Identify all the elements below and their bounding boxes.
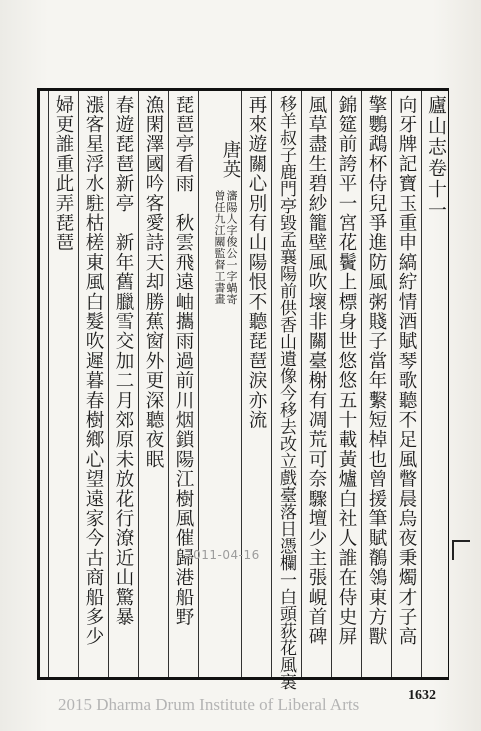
column-rule (198, 91, 199, 677)
author-name: 唐英 (220, 140, 241, 180)
column-rule (168, 91, 169, 677)
column-rule (391, 91, 392, 677)
watermark-date: 2011-04-16 (185, 548, 260, 562)
column-rule (78, 91, 79, 677)
column-rule (301, 91, 302, 677)
column-rule (361, 91, 362, 677)
page-number: 1632 (408, 688, 436, 703)
margin-bracket-mark (452, 540, 470, 560)
column-rule (48, 91, 49, 677)
text-column-6: 再來遊關心別有山陽恨不聽琵琶淚亦流 (246, 95, 267, 430)
text-column-4: 風草盡生碧紗籠壁風吹壞非關臺榭有凋荒可奈驟壇少主張峴首碑 (306, 95, 327, 647)
text-column-8: 琵琶亭看雨 秋雲飛遠岫攜雨過前川烟鎖陽江樹風催歸港船野 (173, 95, 194, 627)
text-column-5: 移羊叔子鹿門亭毀孟襄陽前供香山遺像今移去改立戲臺落日憑欄一白頭荻花風裏 (276, 95, 296, 690)
column-rule (421, 91, 422, 677)
column-rule (271, 91, 272, 677)
text-column-9: 漁閑澤國吟客愛詩天却勝蕉窗外更深聽夜眠 (143, 95, 164, 470)
text-column-10: 春遊琵琶新亭 新年舊臘雪交加二月郊原未放花行潦近山驚暴 (113, 95, 134, 627)
column-rule (331, 91, 332, 677)
text-column-2: 擎鸚鵡杯侍兒爭進防風粥賤子當年繫短棹也曾援筆賦鶺鴒東方獸 (366, 95, 387, 647)
footer-watermark: 2015 Dharma Drum Institute of Liberal Arts (58, 695, 360, 714)
author-note-2: 曾任九江關監督工書畫 (213, 190, 226, 305)
column-rule (138, 91, 139, 677)
text-column-3: 錦筵前誇平一宮花鬢上標身世悠悠五十載黃爐白社人誰在侍史屏 (336, 95, 357, 647)
author-note-1: 瀋陽人字俊公一字蝸寄 (225, 190, 238, 305)
text-column-1: 向牙牌記寶玉重申縞紵情酒賦琴歌聽不足風瞥晨烏夜秉燭才子高 (396, 95, 417, 647)
text-column-12: 婦更誰重此弄琵琶 (53, 95, 74, 253)
column-rule (108, 91, 109, 677)
page-title: 廬山志卷十一 (425, 95, 447, 221)
text-column-11: 漲客星浮水駐枯槎東風白髮吹遲暮春樹鄉心望遠家今古商船多少 (83, 95, 104, 647)
